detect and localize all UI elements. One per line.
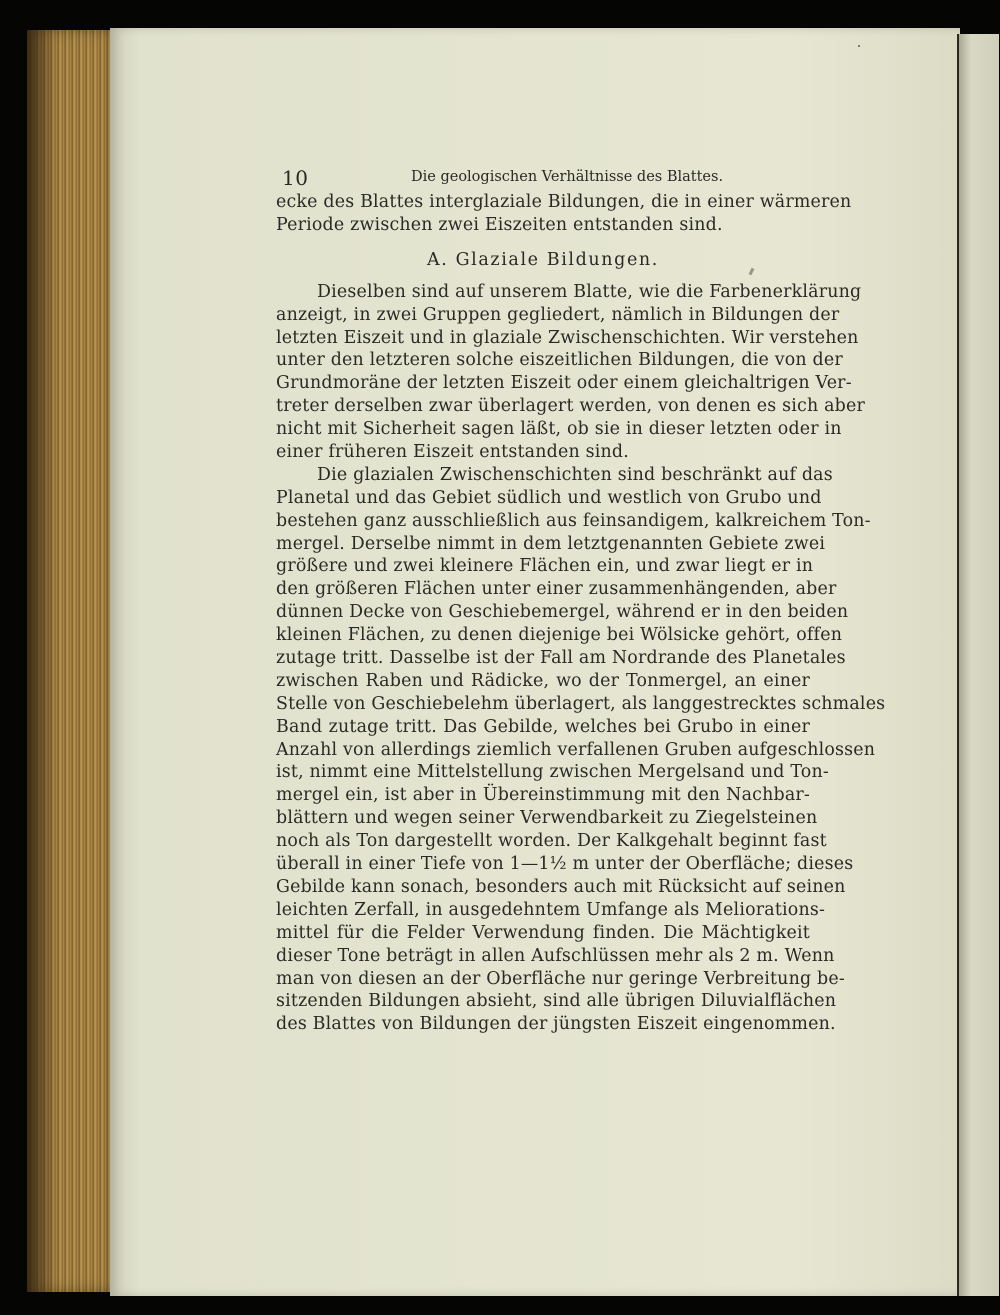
text-line: bestehen ganz ausschließlich aus feinsandigem, kalkreichem Ton- xyxy=(276,510,871,531)
text-line: ecke des Blattes interglaziale Bildungen, die in einer wärmeren xyxy=(276,192,852,212)
text-line: anzeigt, in zwei Gruppen gegliedert, nämlich in Bildungen der xyxy=(276,304,840,325)
running-head-title: Die geologischen Verhältnisse des Blattes. xyxy=(411,169,724,185)
text-line: sitzenden Bildungen absieht, sind alle übrigen Diluvialflächen xyxy=(276,991,837,1012)
text-line: man von diesen an der Oberfläche nur geringe Verbreitung be- xyxy=(276,968,845,989)
text-line: zwischen Raben und Rädicke, wo der Tonmergel, an einer xyxy=(276,670,810,691)
section-heading: A. Glaziale Bildungen. xyxy=(427,249,659,270)
paper-speck xyxy=(858,45,860,47)
text-line: Grundmoräne der letzten Eiszeit oder einem gleichaltrigen Ver- xyxy=(276,373,852,394)
text-line: mergel. Derselbe nimmt in dem letztgenannten Gebiete zwei xyxy=(276,533,826,554)
page-number: 10 xyxy=(282,166,309,190)
text-line: treter derselben zwar überlagert werden, von denen es sich aber xyxy=(276,396,866,417)
text-line: mittel für die Felder Verwendung finden. Die Mächtigkeit xyxy=(276,922,810,943)
text-line: einer früheren Eiszeit entstanden sind. xyxy=(276,442,629,463)
text-line: noch als Ton dargestellt worden. Der Kalkgehalt beginnt fast xyxy=(276,831,827,852)
text-line: den größeren Flächen unter einer zusammenhängenden, aber xyxy=(276,579,837,600)
text-line: Die glazialen Zwischenschichten sind beschränkt auf das xyxy=(317,464,833,485)
text-line: blättern und wegen seiner Verwendbarkeit zu Ziegelsteinen xyxy=(276,808,818,829)
running-head xyxy=(276,163,810,191)
text-line: des Blattes von Bildungen der jüngsten Eiszeit eingenommen. xyxy=(276,1014,836,1035)
text-line: kleinen Flächen, zu denen diejenige bei Wölsicke gehört, offen xyxy=(276,625,843,646)
text-line: letzten Eiszeit und in glaziale Zwischenschichten. Wir verstehen xyxy=(276,327,859,348)
text-line: zutage tritt. Dasselbe ist der Fall am Nordrande des Planetales xyxy=(276,648,846,669)
book-page-edges xyxy=(27,30,121,1292)
text-line: unter den letzteren solche eiszeitlichen Bildungen, die von der xyxy=(276,350,843,371)
adjacent-page-edge xyxy=(957,34,999,1296)
text-line: ist, nimmt eine Mittelstellung zwischen Mergelsand und Ton- xyxy=(276,762,829,783)
text-line: mergel ein, ist aber in Übereinstimmung mit den Nachbar- xyxy=(276,785,810,806)
text-line: nicht mit Sicherheit sagen läßt, ob sie in dieser letzten oder in xyxy=(276,419,842,440)
text-line: Gebilde kann sonach, besonders auch mit Rücksicht auf seinen xyxy=(276,876,846,897)
text-line: Stelle von Geschiebelehm überlagert, als langgestrecktes schmales xyxy=(276,693,886,714)
page-text-block xyxy=(276,163,886,1036)
intro-text xyxy=(276,191,852,237)
text-line: Periode zwischen zwei Eiszeiten entstanden sind. xyxy=(276,214,723,235)
text-line: Dieselben sind auf unserem Blatte, wie die Farbenerklärung xyxy=(317,281,862,302)
text-line: größere und zwei kleinere Flächen ein, und zwar liegt er in xyxy=(276,556,814,577)
text-line: dünnen Decke von Geschiebemergel, während er in den beiden xyxy=(276,602,849,623)
paragraph-2 xyxy=(276,464,886,1036)
text-line: Planetal und das Gebiet südlich und westlich von Grubo und xyxy=(276,487,822,508)
text-line: Band zutage tritt. Das Gebilde, welches bei Grubo in einer xyxy=(276,716,810,737)
text-line: dieser Tone beträgt in allen Aufschlüssen mehr als 2 m. Wenn xyxy=(276,945,835,966)
text-line: Anzahl von allerdings ziemlich verfallenen Gruben aufgeschlossen xyxy=(276,739,876,760)
text-line: überall in einer Tiefe von 1—1½ m unter der Oberfläche; dieses xyxy=(276,854,854,875)
text-line: leichten Zerfall, in ausgedehntem Umfange als Meliorations- xyxy=(276,899,826,920)
paragraph-1 xyxy=(276,281,866,464)
